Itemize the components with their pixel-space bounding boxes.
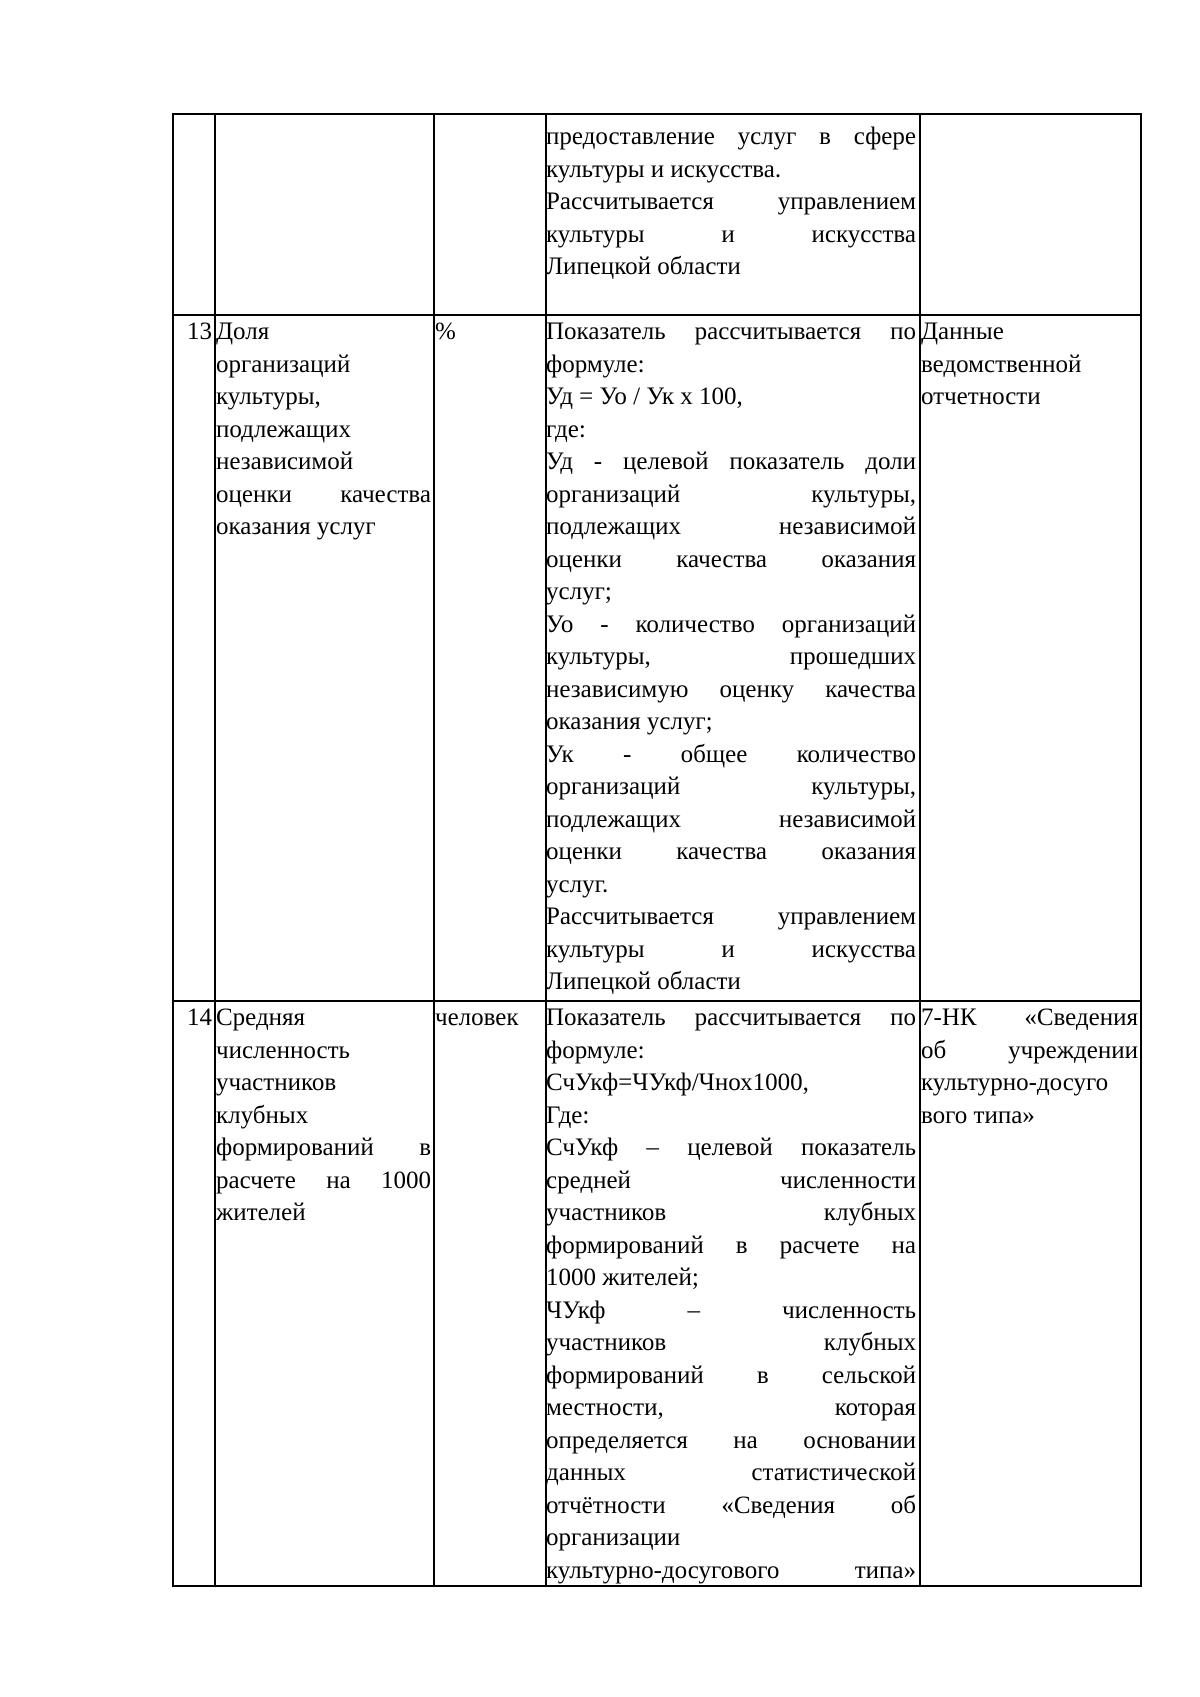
name-line: независимой <box>216 448 354 475</box>
name-line: Доля <box>216 318 270 345</box>
source-line: 7-НК «Сведения <box>921 1004 1138 1031</box>
method-line: услуг. <box>546 870 609 898</box>
source-line: ведомственной <box>921 350 1082 378</box>
method-line: Липецкой области <box>546 253 741 280</box>
method-line: Показатель рассчитывается по <box>546 1004 916 1031</box>
method-line: организации <box>546 1524 681 1551</box>
method-line: формуле: <box>546 350 645 378</box>
source-line: культурно-досуго <box>921 1069 1109 1096</box>
method-line: организаций культуры, <box>546 773 916 800</box>
method-line: средней численности <box>546 1166 916 1194</box>
method-line: услуг; <box>546 578 612 605</box>
name-line: оказания услуг <box>216 513 376 540</box>
method-line: подлежащих независимой <box>546 805 916 833</box>
name-line: расчете на 1000 <box>216 1166 431 1194</box>
method-line: Где: <box>546 1101 590 1129</box>
data-source-cell <box>921 316 1138 414</box>
indicator-name-cell <box>216 1002 431 1230</box>
method-line: независимую оценку качества <box>546 675 916 703</box>
unit-cell: человек <box>435 1004 519 1031</box>
method-line: Показатель рассчитывается по <box>546 318 916 345</box>
method-line: культуры и искусства <box>546 935 916 963</box>
indicator-name-cell <box>216 316 431 544</box>
name-line: оценки качества <box>216 480 431 508</box>
method-line: определяется на основании <box>546 1426 916 1454</box>
method-line: формуле: <box>546 1036 645 1064</box>
method-line: Липецкой области <box>546 968 741 995</box>
method-line: где: <box>546 415 586 443</box>
row-number: 14 <box>187 1004 212 1031</box>
method-line: участников клубных <box>546 1329 916 1356</box>
name-line: подлежащих <box>216 415 351 443</box>
calculation-method-cell <box>546 316 916 999</box>
method-line: предоставление услуг в сфере <box>546 123 916 150</box>
method-line: культуры, прошедших <box>546 643 916 670</box>
method-line: формирований в расчете на <box>546 1231 916 1259</box>
indicator-table <box>172 113 1142 1587</box>
source-line: Данные <box>921 318 1004 345</box>
unit-cell: % <box>435 318 456 345</box>
source-line: отчетности <box>921 383 1041 410</box>
source-line: вого типа» <box>921 1101 1035 1129</box>
name-line: участников <box>216 1069 337 1096</box>
method-line: отчётности «Сведения об <box>546 1491 916 1519</box>
name-line: численность <box>216 1036 350 1064</box>
method-line: Уд - целевой показатель доли <box>546 448 916 475</box>
name-line: формирований в <box>216 1134 431 1161</box>
method-line: Уо - количество организаций <box>546 610 916 638</box>
method-line: оказания услуг; <box>546 708 713 735</box>
method-line: культуры и искусства. <box>546 155 782 183</box>
method-line: участников клубных <box>546 1199 916 1226</box>
method-line: формирований в сельской <box>546 1361 916 1389</box>
continuation-method-cell <box>546 121 916 284</box>
method-line: культуры и искусства <box>546 220 916 248</box>
calculation-method-cell <box>546 1002 916 1587</box>
method-line: организаций культуры, <box>546 480 916 508</box>
source-line: об учреждении <box>921 1036 1138 1064</box>
name-line: Средняя <box>216 1004 306 1031</box>
name-line: клубных <box>216 1101 309 1129</box>
method-line: оценки качества оказания <box>546 545 916 573</box>
method-line: ЧУкф – численность <box>546 1296 916 1324</box>
method-line: Рассчитывается управлением <box>546 188 916 215</box>
name-line: организаций <box>216 350 351 378</box>
method-line: СчУкф – целевой показатель <box>546 1134 916 1161</box>
name-line: культуры, <box>216 383 321 410</box>
method-line: культурно-досугового типа» <box>546 1556 916 1584</box>
method-line: Ук - общее количество <box>546 740 916 768</box>
name-line: жителей <box>216 1199 306 1226</box>
formula: Уд = Уо / Ук x 100, <box>546 383 743 410</box>
row-number: 13 <box>187 318 212 345</box>
method-line: Рассчитывается управлением <box>546 903 916 930</box>
method-line: оценки качества оказания <box>546 838 916 865</box>
method-line: данных статистической <box>546 1459 916 1486</box>
data-source-cell <box>921 1002 1138 1132</box>
formula: СчУкф=ЧУкф/Чнох1000, <box>546 1069 809 1096</box>
method-line: 1000 жителей; <box>546 1264 699 1291</box>
method-line: местности, которая <box>546 1394 916 1421</box>
method-line: подлежащих независимой <box>546 513 916 540</box>
